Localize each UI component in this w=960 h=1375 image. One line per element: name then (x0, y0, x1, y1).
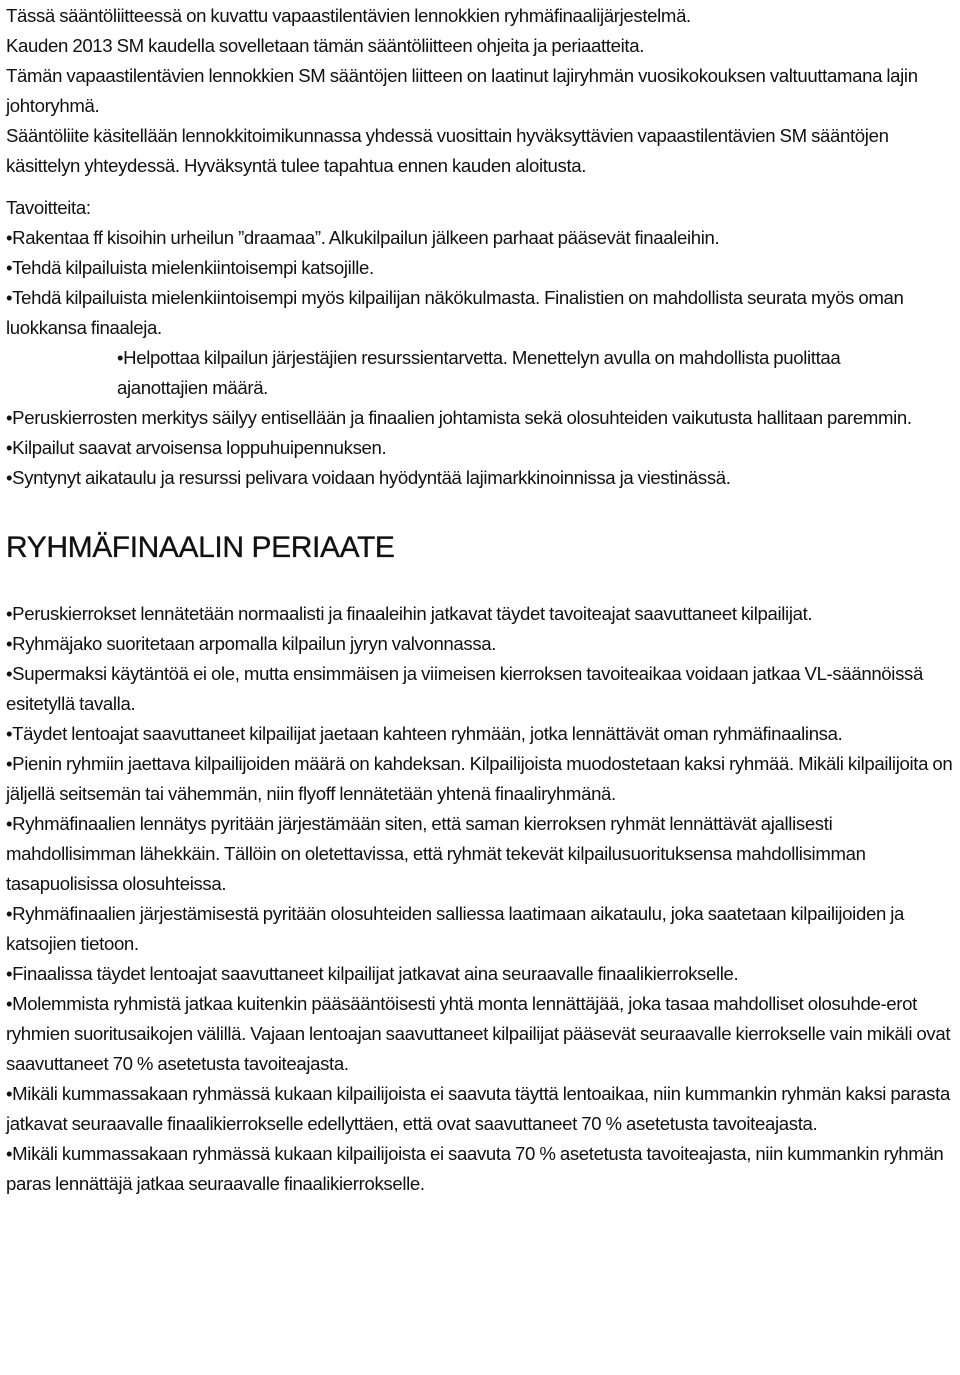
section-title (6, 528, 956, 568)
principle-item: •Ryhmäjako suoritetaan arpomalla kilpailun jyryn valvonnassa. (6, 633, 497, 654)
goal-item: •Rakentaa ff kisoihin urheilun ”draamaa”. Alkukilpailun jälkeen parhaat pääsevät finaaleihin. (6, 227, 720, 248)
goal-item: •Syntynyt aikataulu ja resurssi pelivara voidaan hyödyntää lajimarkkinoinnissa ja viestinässä. (6, 467, 731, 488)
section-title-text: RYHMÄFINAALIN PERIAATE (6, 531, 395, 564)
goals-block (6, 193, 956, 493)
principle-item: •Molemmista ryhmistä jatkaa kuitenkin pääsääntöisesti yhtä monta lennättäjää, joka tasaa mahdolliset olosuhde-erot ryhmien suoritusaikojen välillä. Vajaan lentoajan saavuttaneet kilpailijat pääsevät seuraavalle kierrokselle vain mikäli ovat saavuttaneet 70 % asetetusta tavoiteajasta. (6, 993, 951, 1074)
principle-block (6, 599, 956, 1199)
principle-item: •Supermaksi käytäntöä ei ole, mutta ensimmäisen ja viimeisen kierroksen tavoiteaikaa voidaan jatkaa VL-säännöissä esitetyllä tavalla. (6, 663, 923, 714)
goal-item: •Tehdä kilpailuista mielenkiintoisempi myös kilpailijan näkökulmasta. Finalistien on mahdollista seurata myös oman luokkansa finaaleja. (6, 287, 904, 338)
goal-item: •Kilpailut saavat arvoisensa loppuhuipennuksen. (6, 437, 387, 458)
intro-paragraph: Tämän vapaastilentävien lennokkien SM sääntöjen liitteen on laatinut lajiryhmän vuosikokouksen valtuuttamana lajin johtoryhmä. (6, 65, 918, 116)
principle-item: •Finaalissa täydet lentoajat saavuttaneet kilpailijat jatkavat aina seuraavalle finaalikierrokselle. (6, 963, 739, 984)
goals-heading: Tavoitteita: (6, 197, 91, 218)
principle-item: •Ryhmäfinaalien järjestämisestä pyritään olosuhteiden salliessa laatimaan aikataulu, joka saatetaan kilpailijoiden ja katsojien tietoon. (6, 903, 905, 954)
intro-paragraph: Tässä sääntöliitteessä on kuvattu vapaastilentävien lennokkien ryhmäfinaalijärjestelmä. (6, 5, 691, 26)
intro-paragraph: Sääntöliite käsitellään lennokkitoimikunnassa yhdessä vuosittain hyväksyttävien vapaastilentävien SM sääntöjen käsittelyn yhteydessä. Hyväksyntä tulee tapahtua ennen kauden aloitusta. (6, 125, 889, 176)
principle-item: •Mikäli kummassakaan ryhmässä kukaan kilpailijoista ei saavuta täyttä lentoaikaa, niin kummankin ryhmän kaksi parasta jatkavat seuraavalle finaalikierrokselle edellyttäen, että ovat saavuttaneet 70 % asetetusta tavoiteajasta. (6, 1083, 950, 1134)
principle-item: •Peruskierrokset lennätetään normaalisti ja finaaleihin jatkavat täydet tavoiteajat saavuttaneet kilpailijat. (6, 603, 813, 624)
principle-item: •Mikäli kummassakaan ryhmässä kukaan kilpailijoista ei saavuta 70 % asetetusta tavoiteajasta, niin kummankin ryhmän paras lennättäjä jatkaa seuraavalle finaalikierrokselle. (6, 1143, 944, 1194)
principle-item: •Täydet lentoajat saavuttaneet kilpailijat jaetaan kahteen ryhmään, jotka lennättävät oman ryhmäfinaalinsa. (6, 723, 843, 744)
goal-item: •Tehdä kilpailuista mielenkiintoisempi katsojille. (6, 257, 374, 278)
principle-item: •Pienin ryhmiin jaettava kilpailijoiden määrä on kahdeksan. Kilpailijoista muodostetaan kaksi ryhmää. Mikäli kilpailijoita on jäljellä seitsemän tai vähemmän, niin flyoff lennätetään yhtenä finaaliryhmänä. (6, 753, 953, 804)
goal-item-indented: •Helpottaa kilpailun järjestäjien resurssientarvetta. Menettelyn avulla on mahdollista puolittaa (117, 347, 841, 368)
goal-item: •Peruskierrosten merkitys säilyy entisellään ja finaalien johtamista sekä olosuhteiden vaikutusta hallitaan paremmin. (6, 407, 912, 428)
intro-block (6, 1, 956, 181)
goal-item-indented-continuation: ajanottajien määrä. (117, 377, 268, 398)
principle-item: •Ryhmäfinaalien lennätys pyritään järjestämään siten, että saman kierroksen ryhmät lennättävät ajallisesti mahdollisimman lähekkäin. Tällöin on oletettavissa, että ryhmät tekevät kilpailusuorituksensa mahdollisimman tasapuolisissa olosuhteissa. (6, 813, 866, 894)
intro-paragraph: Kauden 2013 SM kaudella sovelletaan tämän sääntöliitteen ohjeita ja periaatteita. (6, 35, 645, 56)
